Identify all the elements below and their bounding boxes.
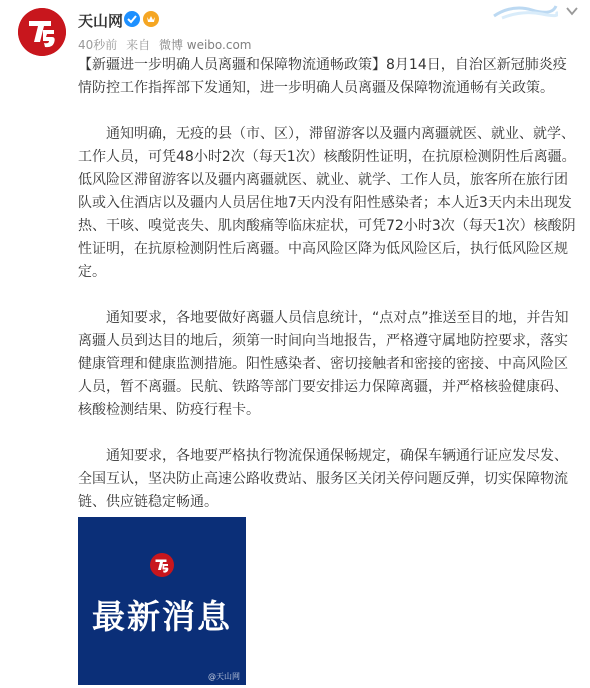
lead-text: 8月14日，自治区新冠肺炎疫情防控工作指挥部下发通知，进一步明确人员离疆及保障物流通畅有关政策。 bbox=[78, 57, 567, 96]
source-prefix: 来自 bbox=[126, 38, 151, 52]
post-meta bbox=[78, 36, 257, 53]
post-text bbox=[78, 54, 578, 514]
post-image[interactable] bbox=[78, 517, 246, 685]
paragraph: 通知明确，无疫的县（市、区），滞留游客以及疆内离疆就医、就业、就学、工作人员，可凭48小时2次（每天1次）核酸阴性证明，在抗原检测阴性后离疆。低风险区滞留游客以及疆内离疆就医、就业、就学、工作人员，旅客所在旅行团队或入住酒店以及疆内人员居住地7天内没有阳性感染者；本人近3天内未出现发热、干咳、嗅觉丧失、肌肉酸痛等临床症状，可凭72小时3次（每天1次）核酸阴性证明，在抗原检测阴性后离疆。中高风险区降为低风险区后，执行低风险区规定。 bbox=[78, 126, 576, 280]
paragraph: 通知要求，各地要做好离疆人员信息统计，“点对点”推送至目的地，并告知离疆人员到达目的地后，须第一时间向当地报告，严格遵守属地防控要求，落实健康管理和健康监测措施。阳性感染者、密切接触者和密接的密接、中高风险区人员，暂不离疆。民航、铁路等部门要安排运力保障离疆，并严格核验健康码、核酸检测结果、防疫行程卡。 bbox=[78, 310, 569, 418]
author-name[interactable]: 天山网 bbox=[78, 12, 124, 30]
post-source[interactable]: 微博 weibo.com bbox=[158, 38, 252, 52]
chevron-down-icon[interactable] bbox=[564, 3, 580, 19]
lead-topic[interactable]: 【新疆进一步明确人员离疆和保障物流通畅政策】 bbox=[78, 57, 386, 73]
avatar[interactable] bbox=[18, 8, 66, 56]
image-watermark: @天山网 bbox=[208, 672, 240, 681]
tianshan-logo-icon bbox=[18, 8, 66, 56]
card-decoration-icon bbox=[492, 0, 558, 20]
verified-icon bbox=[124, 11, 140, 27]
image-headline: 最新消息 bbox=[92, 597, 232, 636]
paragraph: 通知要求，各地要严格执行物流保通保畅规定，确保车辆通行证应发尽发、全国互认，坚决防止高速公路收费站、服务区关闭关停问题反弹，切实保障物流链、供应链稳定畅通。 bbox=[78, 448, 568, 510]
post-lead bbox=[78, 54, 578, 100]
tianshan-logo-icon bbox=[150, 553, 174, 577]
post-time[interactable]: 40秒前 bbox=[78, 38, 118, 52]
member-badge-icon[interactable] bbox=[143, 11, 159, 27]
